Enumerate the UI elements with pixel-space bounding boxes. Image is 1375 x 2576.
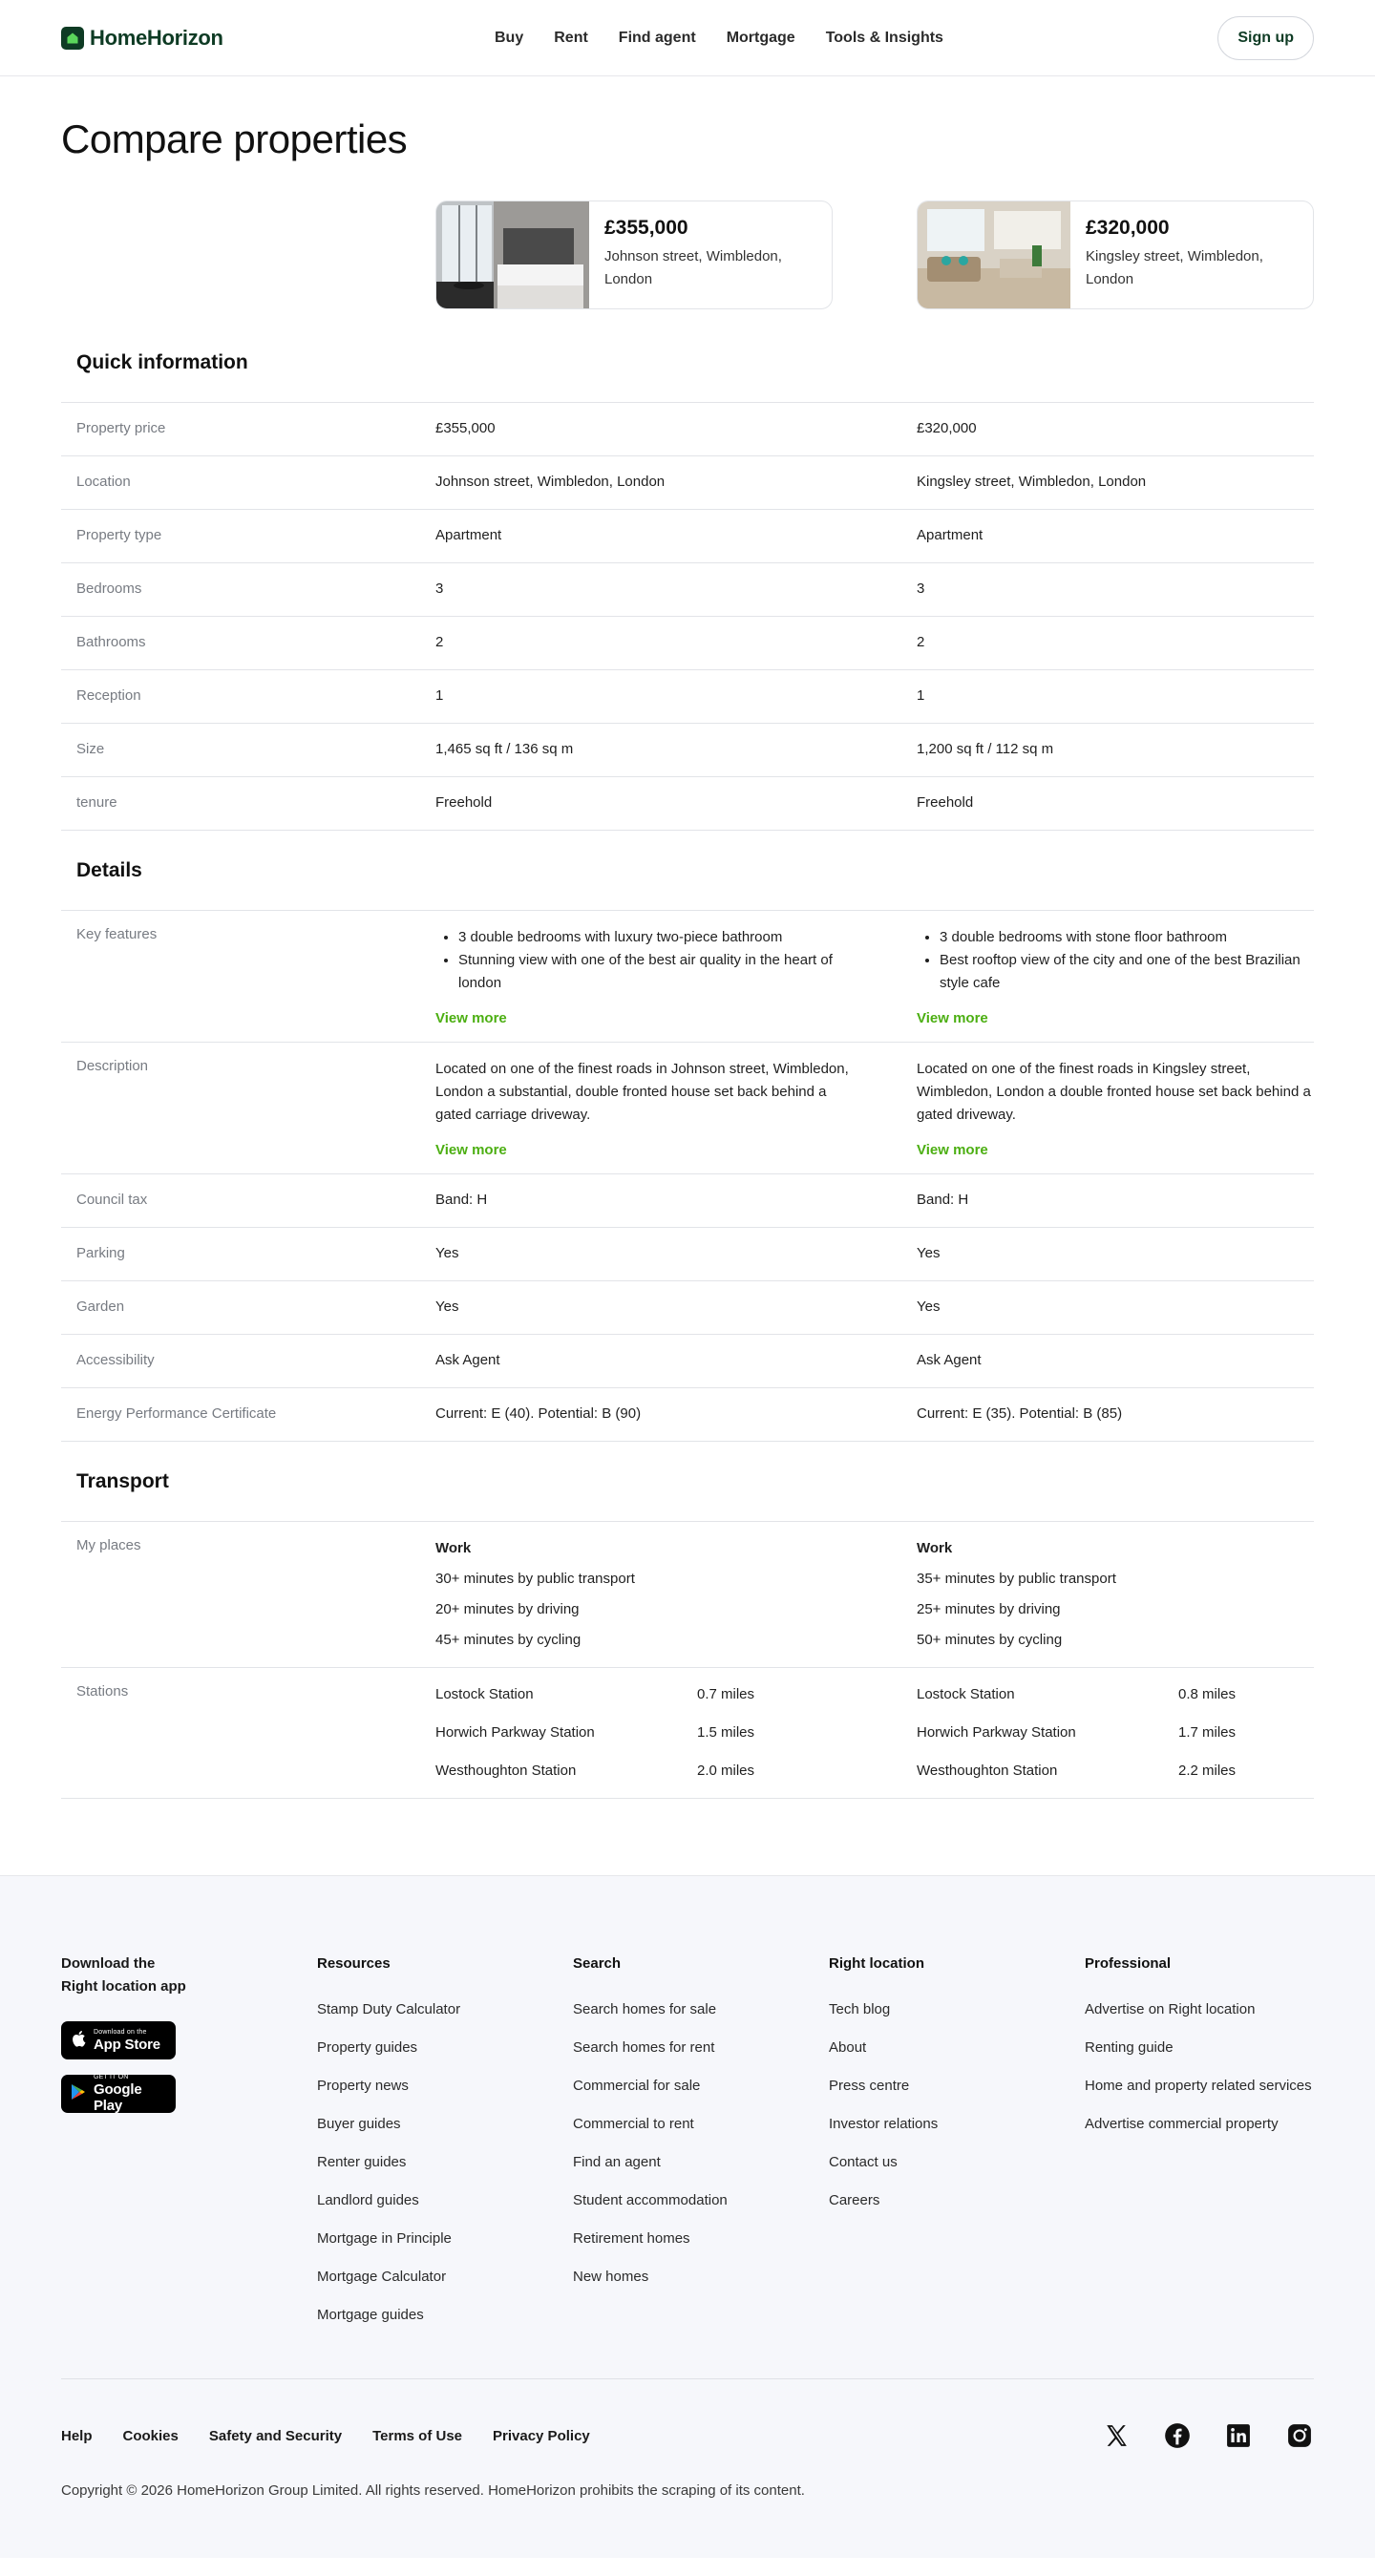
row-label: My places: [76, 1537, 141, 1553]
value-property-1: [435, 1043, 917, 1173]
station-distance: 2.2 miles: [1178, 1763, 1237, 1779]
main-nav: [495, 30, 943, 47]
value-property-2: 3: [917, 581, 925, 597]
station-distance: 2.0 miles: [697, 1763, 755, 1779]
value-property-2: 1,200 sq ft / 112 sq m: [917, 741, 1054, 757]
table-row: [61, 563, 1314, 617]
value-property-1: 3: [435, 581, 444, 597]
work-heading: Work: [917, 1540, 953, 1556]
table-row: [61, 1522, 1314, 1668]
page-title: Compare properties: [61, 116, 408, 161]
nav-rent[interactable]: Rent: [554, 29, 588, 46]
value-property-2: Ask Agent: [917, 1352, 982, 1368]
station-distance: 1.5 miles: [697, 1724, 755, 1741]
app-download-title: Download the Right location app: [61, 1955, 186, 1995]
value-property-1: 2: [435, 634, 444, 650]
table-row: [61, 1668, 1314, 1799]
row-label: Garden: [76, 1299, 125, 1315]
badge-big-text: App Store: [94, 2036, 160, 2053]
footer-professional-column: [1085, 1953, 1314, 2342]
footer-link[interactable]: Property guides: [317, 2039, 418, 2056]
row-label: Key features: [76, 926, 158, 942]
station-list: [917, 1683, 1314, 1783]
station-list: [435, 1683, 859, 1783]
nav-tools-insights[interactable]: Tools & Insights: [825, 29, 943, 46]
value-property-2: Apartment: [917, 527, 984, 543]
social-links: [1102, 2421, 1314, 2450]
value-property-2: £320,000: [917, 420, 977, 436]
footer-link[interactable]: Advertise on Right location: [1085, 2001, 1256, 2017]
footer-column-title: Resources: [317, 1955, 391, 1972]
row-label: Size: [76, 741, 105, 757]
table-row: [61, 911, 1314, 1043]
footer-link[interactable]: Commercial for sale: [573, 2078, 701, 2094]
badge-small-text: Download on the: [94, 2028, 147, 2036]
row-label: Property type: [76, 527, 162, 543]
footer-link[interactable]: Landlord guides: [317, 2192, 419, 2208]
legal-link-privacy[interactable]: Privacy Policy: [493, 2427, 590, 2444]
table-row: [61, 670, 1314, 724]
google-play-icon: [71, 2083, 86, 2105]
footer-columns: [61, 1953, 1314, 2342]
footer-divider: [61, 2378, 1314, 2379]
legal-link-help[interactable]: Help: [61, 2427, 93, 2444]
property-card[interactable]: [435, 201, 833, 309]
house-icon: [61, 27, 84, 50]
property-price: £320,000: [1086, 217, 1170, 239]
table-row: [61, 777, 1314, 831]
badge-small-text: GET IT ON: [94, 2074, 129, 2080]
row-label: tenure: [76, 794, 117, 811]
x-icon[interactable]: [1102, 2421, 1131, 2450]
value-property-2: [917, 1043, 1314, 1173]
row-label: Stations: [76, 1683, 129, 1700]
table-row: [61, 1335, 1314, 1388]
facebook-icon[interactable]: [1163, 2421, 1192, 2450]
legal-link-cookies[interactable]: Cookies: [122, 2427, 179, 2444]
value-property-2: Yes: [917, 1299, 941, 1315]
station-name: Lostock Station: [917, 1686, 1015, 1702]
footer-column-title: Right location: [829, 1955, 924, 1972]
footer-link[interactable]: Mortgage Calculator: [317, 2269, 447, 2285]
footer-link[interactable]: Careers: [829, 2192, 880, 2208]
legal-link-terms[interactable]: Terms of Use: [372, 2427, 463, 2444]
value-property-1: Yes: [435, 1299, 459, 1315]
value-property-2: 2: [917, 634, 925, 650]
footer-link[interactable]: Renting guide: [1085, 2039, 1174, 2056]
description-text: Located on one of the finest roads in Johnson street, Wimbledon, London a substantial, double fronted house set back behind a gated carriage driveway.: [435, 1061, 849, 1123]
value-property-2: Yes: [917, 1245, 941, 1261]
footer-column-title: Professional: [1085, 1955, 1172, 1972]
footer-link[interactable]: New homes: [573, 2269, 649, 2285]
nav-mortgage[interactable]: Mortgage: [726, 29, 795, 46]
commute-line: 50+ minutes by cycling: [917, 1632, 1063, 1648]
value-property-2: Band: H: [917, 1192, 969, 1208]
footer-link[interactable]: Find an agent: [573, 2154, 661, 2170]
value-property-2: Freehold: [917, 794, 974, 811]
property-address: Johnson street, Wimbledon, London: [604, 248, 782, 287]
station-distance: 1.7 miles: [1178, 1724, 1237, 1741]
footer-link[interactable]: Stamp Duty Calculator: [317, 2001, 461, 2017]
description-text: Located on one of the finest roads in Kingsley street, Wimbledon, London a double fronted house set back behind a gated driveway.: [917, 1061, 1311, 1123]
section-title: Transport: [61, 1442, 1314, 1522]
row-label: Description: [76, 1058, 149, 1074]
row-label: Location: [76, 474, 131, 490]
nav-buy[interactable]: Buy: [495, 29, 524, 46]
footer-column-title: Search: [573, 1955, 622, 1972]
list-item: • 3 double bedrooms with stone floor bathroom: [940, 926, 1314, 949]
signup-button[interactable]: Sign up: [1217, 16, 1314, 60]
copyright-text: Copyright © 2026 HomeHorizon Group Limited. All rights reserved. HomeHorizon prohibits the scraping of its content.: [61, 2482, 805, 2499]
footer-link[interactable]: Advertise commercial property: [1085, 2116, 1279, 2132]
footer-link[interactable]: Retirement homes: [573, 2230, 690, 2247]
value-property-1: Johnson street, Wimbledon, London: [435, 474, 666, 490]
station-name: Horwich Parkway Station: [435, 1724, 595, 1741]
row-label: Reception: [76, 687, 141, 704]
value-property-1: Current: E (40). Potential: B (90): [435, 1405, 642, 1422]
property-price: £355,000: [604, 217, 688, 239]
table-row: [61, 724, 1314, 777]
station-name: Horwich Parkway Station: [917, 1724, 1076, 1741]
footer-link[interactable]: Search homes for sale: [573, 2001, 717, 2017]
work-heading: Work: [435, 1540, 472, 1556]
value-property-2: [917, 911, 1314, 1042]
row-label: Council tax: [76, 1192, 148, 1208]
view-more-link[interactable]: View more: [917, 1142, 988, 1158]
footer-link[interactable]: Mortgage in Principle: [317, 2230, 452, 2247]
footer-link[interactable]: Buyer guides: [317, 2116, 401, 2132]
footer-app-column: [61, 1953, 317, 2342]
section-title: Details: [61, 831, 1314, 911]
footer-link[interactable]: Mortgage guides: [317, 2307, 424, 2323]
value-property-1: Yes: [435, 1245, 459, 1261]
footer-link[interactable]: Contact us: [829, 2154, 898, 2170]
station-name: Westhoughton Station: [435, 1763, 577, 1779]
nav-find-agent[interactable]: Find agent: [618, 29, 696, 46]
transport-section: [61, 1442, 1314, 1799]
table-row: [61, 403, 1314, 456]
google-play-badge[interactable]: [61, 2075, 176, 2113]
footer-link[interactable]: Property news: [317, 2078, 409, 2094]
table-row: [61, 1281, 1314, 1335]
quick-information-section: [61, 323, 1314, 831]
footer-link[interactable]: Tech blog: [829, 2001, 891, 2017]
footer-bottom: [61, 2421, 1314, 2450]
value-property-1: Freehold: [435, 794, 493, 811]
commute-line: 20+ minutes by driving: [435, 1601, 580, 1617]
row-label: Energy Performance Certificate: [76, 1405, 277, 1422]
site-footer: [0, 1875, 1375, 2558]
station-name: Lostock Station: [435, 1686, 534, 1702]
table-row: [61, 1228, 1314, 1281]
footer-link[interactable]: Student accommodation: [573, 2192, 728, 2208]
legal-link-safety[interactable]: Safety and Security: [208, 2427, 343, 2444]
row-label: Accessibility: [76, 1352, 155, 1368]
value-property-1: [435, 1668, 917, 1798]
value-property-1: Band: H: [435, 1192, 488, 1208]
apple-icon: [71, 2030, 86, 2052]
property-address: Kingsley street, Wimbledon, London: [1086, 248, 1263, 287]
footer-link[interactable]: Investor relations: [829, 2116, 939, 2132]
table-row: [61, 617, 1314, 670]
value-property-2: [917, 1522, 1314, 1667]
view-more-link[interactable]: View more: [435, 1142, 507, 1158]
app-store-badge[interactable]: [61, 2021, 176, 2059]
property-photo: [918, 201, 1070, 309]
value-property-1: Ask Agent: [435, 1352, 500, 1368]
list-item: • Stunning view with one of the best air quality in the heart of london: [458, 949, 859, 995]
footer-resources-column: [317, 1953, 573, 2342]
row-label: Property price: [76, 420, 166, 436]
linkedin-icon[interactable]: [1224, 2421, 1253, 2450]
value-property-1: [435, 911, 917, 1042]
brand-logo[interactable]: [61, 26, 223, 51]
feature-list: [435, 926, 859, 995]
table-row: [61, 1388, 1314, 1442]
value-property-1: [435, 1522, 917, 1667]
feature-list: [917, 926, 1314, 995]
footer-link[interactable]: Press centre: [829, 2078, 910, 2094]
footer-link[interactable]: Home and property related services: [1085, 2078, 1312, 2094]
value-property-2: Current: E (35). Potential: B (85): [917, 1405, 1123, 1422]
table-row: [61, 456, 1314, 510]
row-label: Bedrooms: [76, 581, 142, 597]
footer-link[interactable]: Commercial to rent: [573, 2116, 694, 2132]
value-property-1: Apartment: [435, 527, 502, 543]
commute-line: 35+ minutes by public transport: [917, 1571, 1116, 1587]
view-more-link[interactable]: View more: [435, 1010, 507, 1026]
footer-right-location-column: [829, 1953, 1085, 2342]
value-property-1: 1,465 sq ft / 136 sq m: [435, 741, 574, 757]
badge-big-text: Google Play: [94, 2081, 142, 2114]
table-row: [61, 1043, 1314, 1174]
station-name: Westhoughton Station: [917, 1763, 1058, 1779]
commute-line: 45+ minutes by cycling: [435, 1632, 582, 1648]
site-header: [0, 0, 1375, 76]
property-cards: [61, 162, 1314, 311]
main-content: [0, 76, 1375, 1799]
commute-line: 30+ minutes by public transport: [435, 1571, 635, 1587]
row-label: Parking: [76, 1245, 125, 1261]
table-row: [61, 1174, 1314, 1228]
footer-link[interactable]: Renter guides: [317, 2154, 407, 2170]
view-more-link[interactable]: View more: [917, 1010, 988, 1026]
details-section: [61, 831, 1314, 1442]
value-property-1: £355,000: [435, 420, 496, 436]
list-item: • 3 double bedrooms with luxury two-piece bathroom: [458, 926, 859, 949]
section-title: Quick information: [61, 323, 1314, 403]
value-property-2: [917, 1668, 1314, 1798]
table-row: [61, 510, 1314, 563]
list-item: • Best rooftop view of the city and one of the best Brazilian style cafe: [940, 949, 1314, 995]
legal-links: [61, 2428, 590, 2444]
footer-link[interactable]: Search homes for rent: [573, 2039, 715, 2056]
instagram-icon[interactable]: [1285, 2421, 1314, 2450]
property-photo: [436, 201, 589, 309]
footer-search-column: [573, 1953, 829, 2342]
station-distance: 0.7 miles: [697, 1686, 755, 1702]
row-label: Bathrooms: [76, 634, 146, 650]
value-property-2: 1: [917, 687, 925, 704]
value-property-2: Kingsley street, Wimbledon, London: [917, 474, 1147, 490]
property-card[interactable]: [917, 201, 1314, 309]
value-property-1: 1: [435, 687, 444, 704]
brand-name: HomeHorizon: [90, 25, 223, 50]
footer-link[interactable]: About: [829, 2039, 867, 2056]
station-distance: 0.8 miles: [1178, 1686, 1237, 1702]
commute-line: 25+ minutes by driving: [917, 1601, 1061, 1617]
